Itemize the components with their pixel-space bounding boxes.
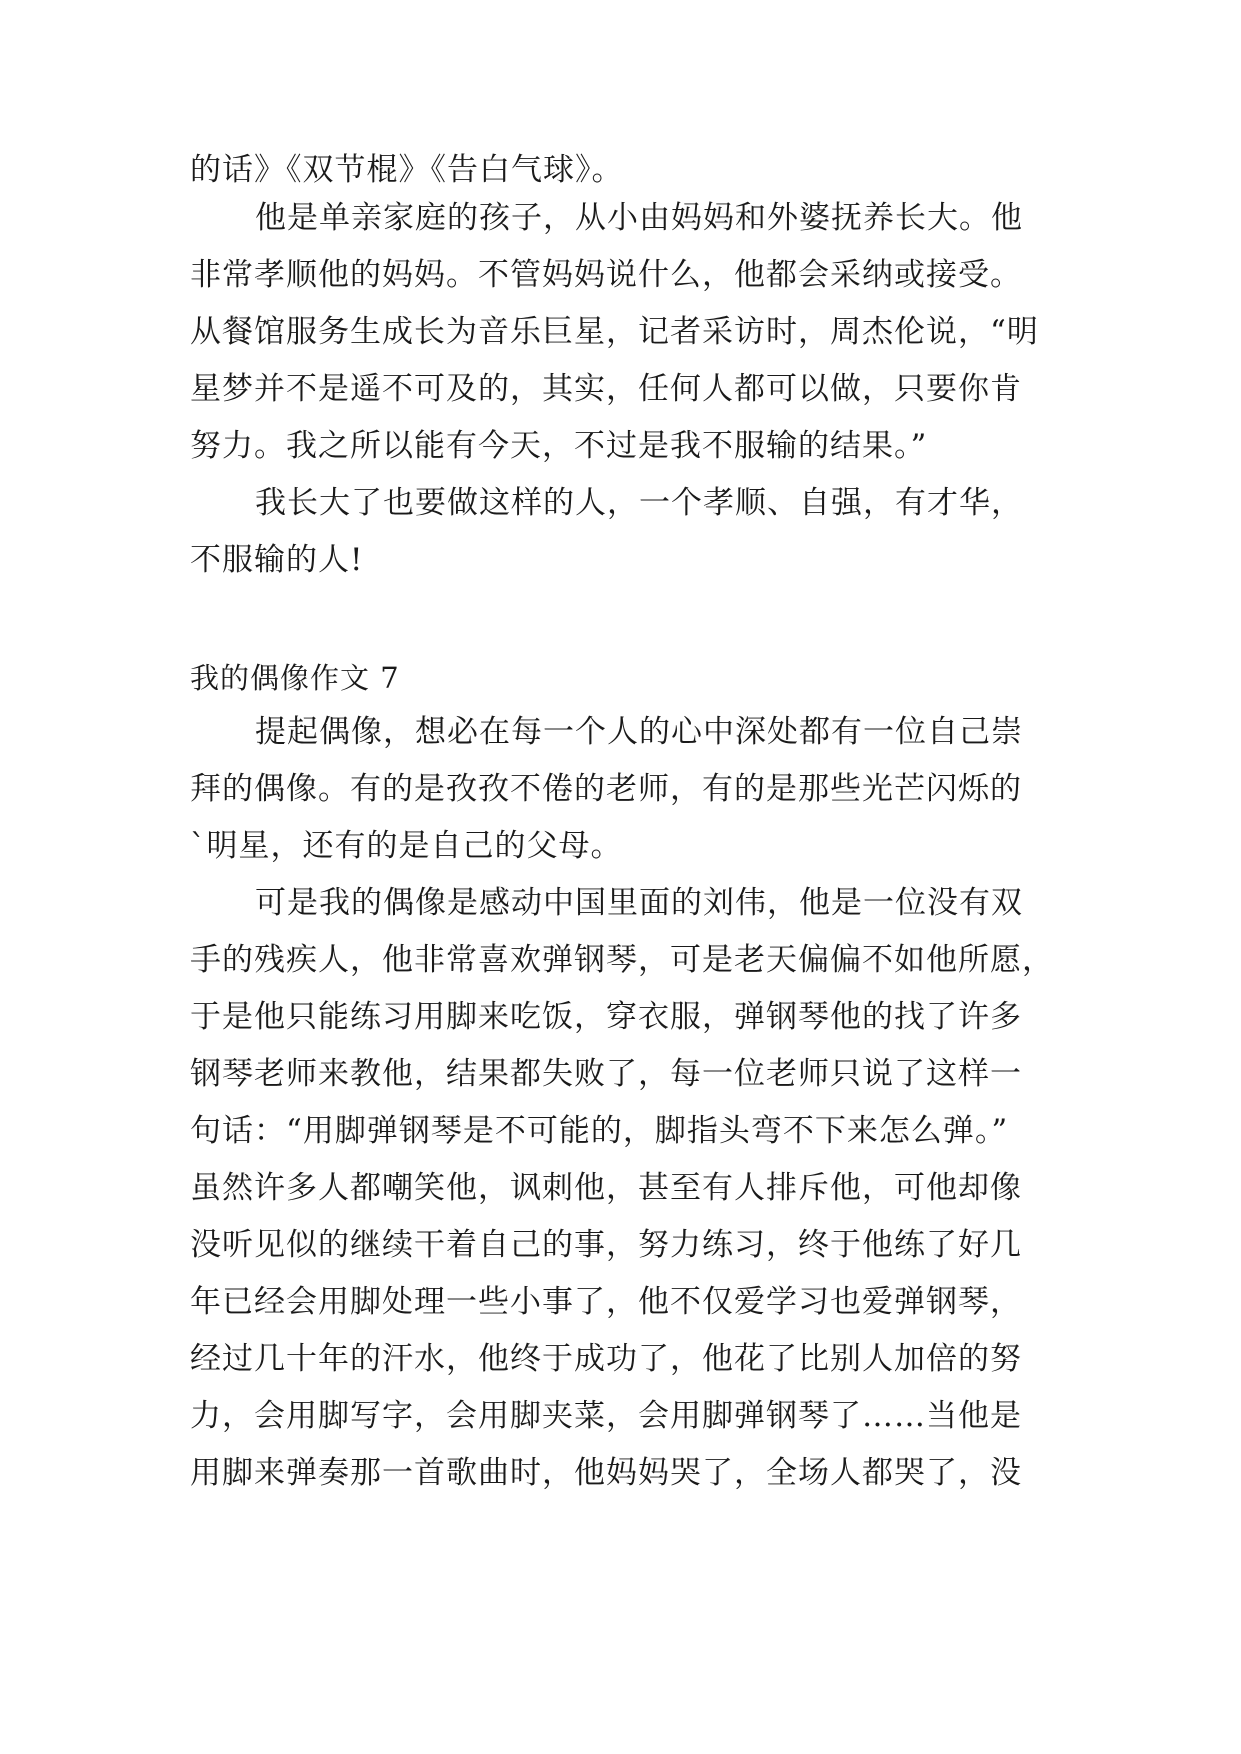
paragraph-line: 从餐馆服务生成长为音乐巨星，记者采访时，周杰伦说，“明 <box>190 314 1039 350</box>
paragraph-line: 钢琴老师来教他，结果都失败了，每一位老师只说了这样一 <box>190 1056 1022 1092</box>
paragraph-line: 句话：“用脚弹钢琴是不可能的，脚指头弯不下来怎么弹。” <box>190 1113 1009 1149</box>
paragraph-line: 于是他只能练习用脚来吃饭，穿衣服，弹钢琴他的找了许多 <box>190 999 1022 1035</box>
paragraph-line: 非常孝顺他的妈妈。不管妈妈说什么，他都会采纳或接受。 <box>190 257 1022 293</box>
paragraph-line: 经过几十年的汗水，他终于成功了，他花了比别人加倍的努 <box>190 1341 1022 1377</box>
paragraph-line: 的话》《双节棍》《告白气球》。 <box>190 152 624 188</box>
paragraph-line: 虽然许多人都嘲笑他，讽刺他，甚至有人排斥他，可他却像 <box>190 1170 1022 1206</box>
paragraph-line: 力，会用脚写字，会用脚夹菜，会用脚弹钢琴了……当他是 <box>190 1398 1022 1434</box>
paragraph-line: 努力。我之所以能有今天，不过是我不服输的结果。” <box>190 428 928 464</box>
paragraph-line: 可是我的偶像是感动中国里面的刘伟，他是一位没有双 <box>255 885 1023 921</box>
paragraph-line: 提起偶像，想必在每一个人的心中深处都有一位自己崇 <box>255 714 1023 750</box>
paragraph-line: 不服输的人! <box>190 542 364 578</box>
paragraph-line: 他是单亲家庭的孩子，从小由妈妈和外婆抚养长大。他 <box>255 200 1023 236</box>
paragraph-line: `明星，还有的是自己的父母。 <box>190 828 623 864</box>
paragraph-line: 用脚来弹奏那一首歌曲时，他妈妈哭了，全场人都哭了，没 <box>190 1455 1022 1491</box>
paragraph-line: 拜的偶像。有的是孜孜不倦的老师，有的是那些光芒闪烁的 <box>190 771 1022 807</box>
paragraph-line: 星梦并不是遥不可及的，其实，任何人都可以做，只要你肯 <box>190 371 1022 407</box>
paragraph-line: 手的残疾人，他非常喜欢弹钢琴，可是老天偏偏不如他所愿， <box>190 942 1054 978</box>
paragraph-line: 年已经会用脚处理一些小事了，他不仅爱学习也爱弹钢琴， <box>190 1284 1022 1320</box>
paragraph-line: 没听见似的继续干着自己的事，努力练习，终于他练了好几 <box>190 1227 1022 1263</box>
paragraph-line: 我长大了也要做这样的人，一个孝顺、自强，有才华， <box>255 485 1023 521</box>
section-heading: 我的偶像作文 7 <box>190 661 400 695</box>
